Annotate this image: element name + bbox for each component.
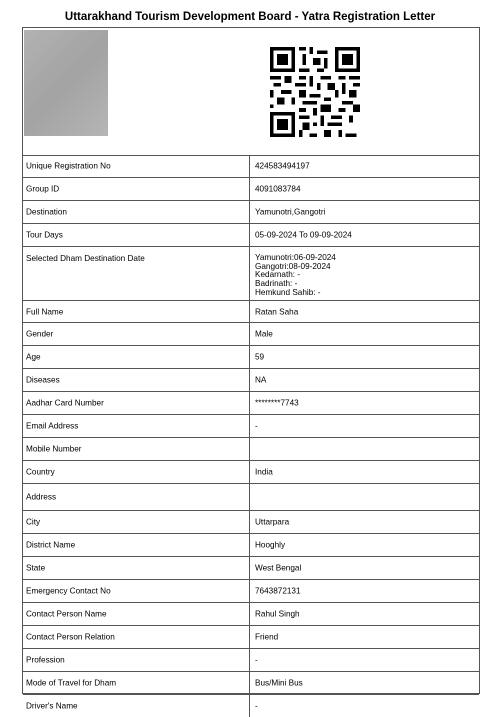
field-label: Emergency Contact No bbox=[26, 586, 111, 596]
table-row bbox=[23, 695, 479, 717]
field-label: Tour Days bbox=[26, 230, 63, 240]
table-row bbox=[23, 484, 479, 511]
field-value: - bbox=[255, 701, 258, 711]
table-row bbox=[23, 649, 479, 672]
field-label: Contact Person Relation bbox=[26, 632, 115, 642]
field-value: - bbox=[255, 655, 258, 665]
field-label: Destination bbox=[26, 207, 67, 217]
field-value: - bbox=[255, 421, 258, 431]
field-label: Mode of Travel for Dham bbox=[26, 678, 117, 688]
field-label: State bbox=[26, 563, 46, 573]
field-label: City bbox=[26, 517, 41, 527]
field-label: Profession bbox=[26, 655, 65, 665]
table-row bbox=[23, 603, 479, 626]
table-row bbox=[23, 224, 479, 247]
field-value: Ratan Saha bbox=[255, 307, 299, 316]
table-row bbox=[23, 392, 479, 415]
field-label: Address bbox=[26, 492, 57, 502]
field-value: NA bbox=[255, 375, 267, 385]
field-label: Age bbox=[26, 352, 41, 362]
field-value: Yamunotri,Gangotri bbox=[255, 207, 326, 217]
table-row bbox=[23, 461, 479, 484]
dham-date-line: Kedarnath: - bbox=[255, 270, 301, 280]
field-value: India bbox=[255, 467, 273, 477]
field-value: 05-09-2024 To 09-09-2024 bbox=[255, 230, 352, 240]
field-label: Diseases bbox=[26, 375, 60, 385]
table-row bbox=[23, 511, 479, 534]
header-row bbox=[23, 28, 479, 156]
field-value: Uttarpara bbox=[255, 517, 290, 527]
field-value: 4091083784 bbox=[255, 184, 301, 194]
field-label: Mobile Number bbox=[26, 444, 82, 454]
table-row bbox=[23, 155, 479, 178]
field-label: Contact Person Name bbox=[26, 609, 107, 619]
document-title: Uttarakhand Tourism Development Board - Yatra Registration Letter bbox=[64, 11, 436, 23]
table-row bbox=[23, 415, 479, 438]
applicant-photo bbox=[24, 30, 108, 136]
field-value: 7643872131 bbox=[255, 586, 301, 596]
dham-date-line: Hemkund Sahib: - bbox=[255, 287, 321, 297]
table-row bbox=[23, 346, 479, 369]
field-label: Selected Dham Destination Date bbox=[26, 254, 145, 263]
field-value: 424583494197 bbox=[255, 161, 310, 171]
field-label: Unique Registration No bbox=[26, 161, 111, 171]
field-label: Aadhar Card Number bbox=[26, 398, 104, 408]
table-row bbox=[23, 178, 479, 201]
dham-dates bbox=[255, 254, 336, 298]
field-value: Rahul Singh bbox=[255, 609, 300, 619]
field-label: District Name bbox=[26, 540, 76, 550]
qr-code-icon bbox=[270, 47, 360, 137]
field-value: Hooghly bbox=[255, 540, 286, 550]
table-row bbox=[23, 301, 479, 323]
field-value: Friend bbox=[255, 632, 279, 642]
dham-date-line: Badrinath: - bbox=[255, 279, 298, 289]
table-row bbox=[23, 534, 479, 557]
field-label: Driver's Name bbox=[26, 701, 78, 711]
table-row bbox=[23, 626, 479, 649]
field-label: Full Name bbox=[26, 307, 64, 316]
field-label: Email Address bbox=[26, 421, 79, 431]
table-row bbox=[23, 438, 479, 461]
table-row bbox=[23, 323, 479, 346]
field-value: Male bbox=[255, 329, 273, 339]
table-row bbox=[23, 201, 479, 224]
table-row bbox=[23, 247, 479, 301]
field-value: 59 bbox=[255, 352, 265, 362]
dham-date-line: Gangotri:08-09-2024 bbox=[255, 261, 331, 271]
field-label: Country bbox=[26, 467, 55, 477]
field-value: Bus/Mini Bus bbox=[255, 678, 303, 688]
registration-table bbox=[22, 27, 480, 711]
table-row bbox=[23, 369, 479, 392]
dham-date-line: Yamunotri:06-09-2024 bbox=[255, 253, 336, 262]
field-label: Gender bbox=[26, 329, 54, 339]
table-row bbox=[23, 557, 479, 580]
table-row bbox=[23, 672, 479, 695]
field-label: Group ID bbox=[26, 184, 60, 194]
details-table bbox=[23, 155, 479, 717]
field-value: ********7743 bbox=[255, 398, 299, 408]
field-value: West Bengal bbox=[255, 563, 302, 573]
table-row bbox=[23, 580, 479, 603]
